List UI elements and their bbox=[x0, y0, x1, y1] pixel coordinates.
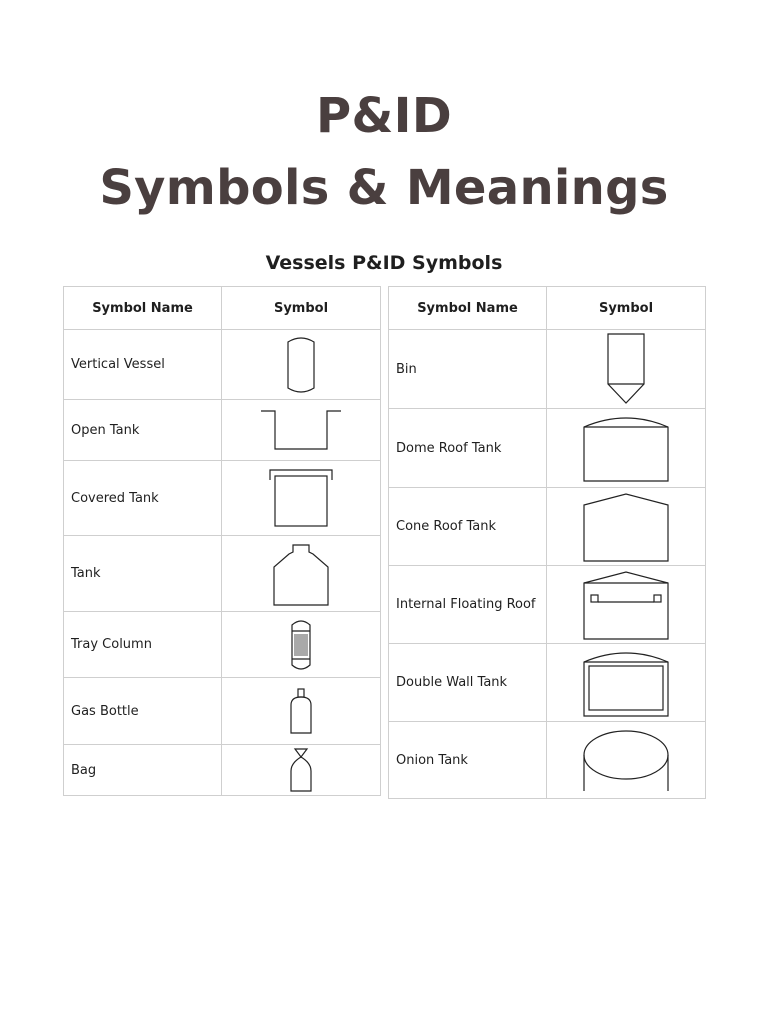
table-row bbox=[64, 330, 381, 400]
section-title: Vessels P&ID Symbols bbox=[265, 252, 503, 274]
symbol-name: Double Wall Tank bbox=[389, 644, 547, 722]
page-title-line2: Symbols & Meanings bbox=[99, 160, 669, 216]
tank-icon bbox=[271, 541, 331, 607]
column-header-symbol: Symbol bbox=[547, 287, 706, 330]
symbol-name: Tray Column bbox=[64, 612, 222, 678]
symbol-name: Dome Roof Tank bbox=[389, 409, 547, 488]
symbol-name: Internal Floating Roof bbox=[389, 566, 547, 644]
table-row bbox=[64, 536, 381, 612]
gas-bottle-icon bbox=[287, 686, 315, 736]
dome-roof-tank-icon bbox=[581, 413, 671, 483]
table-row bbox=[64, 745, 381, 796]
left-symbol-table bbox=[63, 286, 381, 796]
symbol-name: Covered Tank bbox=[64, 461, 222, 536]
symbol-name: Bag bbox=[64, 745, 222, 796]
symbol-name: Gas Bottle bbox=[64, 678, 222, 745]
symbol-name: Vertical Vessel bbox=[64, 330, 222, 400]
column-header-name: Symbol Name bbox=[64, 287, 222, 330]
table-row bbox=[389, 722, 706, 799]
right-symbol-table bbox=[388, 286, 706, 799]
symbol-name: Cone Roof Tank bbox=[389, 488, 547, 566]
column-header-symbol: Symbol bbox=[222, 287, 381, 330]
double-wall-tank-icon bbox=[581, 648, 671, 718]
table-row bbox=[64, 461, 381, 536]
symbol-name: Tank bbox=[64, 536, 222, 612]
table-row bbox=[64, 400, 381, 461]
table-row bbox=[389, 330, 706, 409]
open-tank-icon bbox=[259, 405, 343, 455]
table-row bbox=[64, 678, 381, 745]
symbol-name: Onion Tank bbox=[389, 722, 547, 799]
onion-tank-icon bbox=[580, 727, 672, 793]
tray-column-icon bbox=[287, 616, 315, 674]
table-row bbox=[389, 409, 706, 488]
table-row bbox=[389, 488, 706, 566]
internal-floating-roof-icon bbox=[581, 569, 671, 641]
symbol-name: Open Tank bbox=[64, 400, 222, 461]
vertical-vessel-icon bbox=[281, 333, 321, 397]
table-row bbox=[64, 612, 381, 678]
table-row bbox=[389, 644, 706, 722]
symbol-name: Bin bbox=[389, 330, 547, 409]
table-header-row bbox=[389, 287, 706, 330]
cone-roof-tank-icon bbox=[581, 491, 671, 563]
table-header-row bbox=[64, 287, 381, 330]
column-header-name: Symbol Name bbox=[389, 287, 547, 330]
page-title-line1: P&ID bbox=[316, 88, 452, 144]
covered-tank-icon bbox=[268, 466, 334, 530]
bag-icon bbox=[287, 746, 315, 794]
bin-icon bbox=[604, 332, 648, 406]
table-row bbox=[389, 566, 706, 644]
